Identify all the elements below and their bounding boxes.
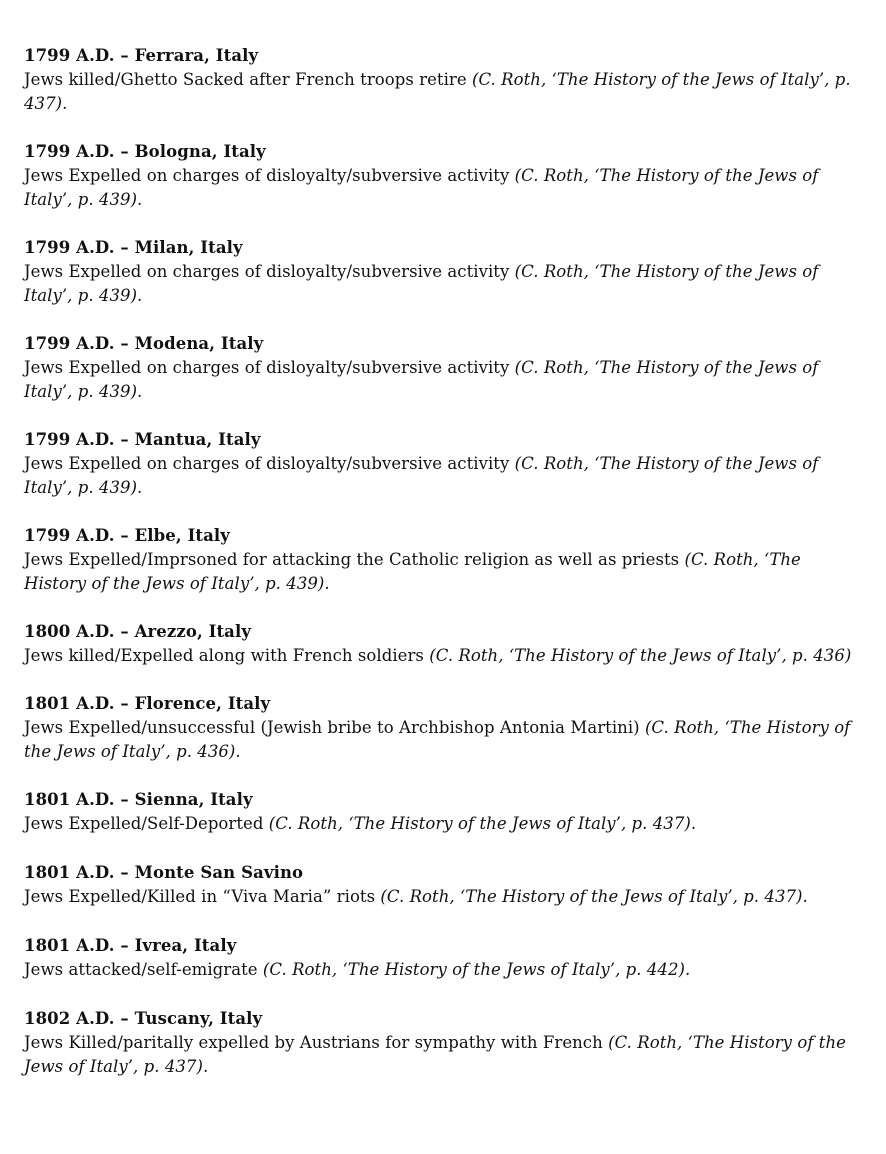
entry-milan xyxy=(24,236,854,308)
entry-heading: 1801 A.D. – Florence, Italy xyxy=(24,694,271,713)
entry-text: Jews killed/Expelled along with French soldiers xyxy=(24,646,430,665)
entry-text: Jews Expelled on charges of disloyalty/subversive activity xyxy=(24,262,515,281)
entry-body xyxy=(24,68,854,116)
entry-heading: 1799 A.D. – Ferrara, Italy xyxy=(24,46,259,65)
entry-citation: (C. Roth, ‘The History of the Jews of Italy’, p. 437). xyxy=(24,70,851,113)
entry-citation: (C. Roth, ‘The History of the Jews of Italy’, p. 439). xyxy=(24,166,819,209)
entry-florence xyxy=(24,692,854,764)
entry-citation: (C. Roth, ‘The History of the Jews of Italy’, p. 436). xyxy=(24,718,851,761)
entry-citation: (C. Roth, ‘The History of the Jews of Italy’, p. 439). xyxy=(24,262,819,305)
entry-elbe xyxy=(24,524,854,596)
entry-text: Jews Expelled/unsuccessful (Jewish bribe to Archbishop Antonia Martini) xyxy=(24,718,645,737)
entry-text: Jews Expelled/Imprsoned for attacking the Catholic religion as well as priests xyxy=(24,550,685,569)
entry-heading: 1801 A.D. – Sienna, Italy xyxy=(24,790,253,809)
entry-body xyxy=(24,644,854,668)
entry-monte-san-savino xyxy=(24,861,854,909)
entry-body xyxy=(24,452,854,500)
entry-text: Jews attacked/self-emigrate xyxy=(24,960,263,979)
entry-body xyxy=(24,356,854,404)
entry-citation: (C. Roth, ‘The History of the Jews of Italy’, p. 436) xyxy=(429,646,852,665)
entry-text: Jews Expelled/Killed in “Viva Maria” riots xyxy=(24,887,381,906)
entry-heading: 1801 A.D. – Ivrea, Italy xyxy=(24,936,237,955)
entry-modena xyxy=(24,332,854,404)
entry-text: Jews Expelled/Self-Deported xyxy=(24,814,269,833)
entry-heading: 1801 A.D. – Monte San Savino xyxy=(24,863,304,882)
entry-body xyxy=(24,164,854,212)
entry-citation: (C. Roth, ‘The History of the Jews of Italy’, p. 439). xyxy=(24,550,801,593)
entry-mantua xyxy=(24,428,854,500)
entry-body xyxy=(24,548,854,596)
entry-body xyxy=(24,812,854,836)
entry-body xyxy=(24,885,854,909)
entry-citation: (C. Roth, ‘The History of the Jews of Italy’, p. 439). xyxy=(24,454,819,497)
entry-body xyxy=(24,958,854,982)
entry-heading: 1802 A.D. – Tuscany, Italy xyxy=(24,1009,263,1028)
entry-heading: 1799 A.D. – Modena, Italy xyxy=(24,334,264,353)
entry-text: Jews Expelled on charges of disloyalty/subversive activity xyxy=(24,166,515,185)
entry-body xyxy=(24,260,854,308)
entry-heading: 1799 A.D. – Bologna, Italy xyxy=(24,142,266,161)
entry-tuscany xyxy=(24,1007,854,1079)
entry-citation: (C. Roth, ‘The History of the Jews of Italy’, p. 437). xyxy=(380,887,808,906)
entry-heading: 1800 A.D. – Arezzo, Italy xyxy=(24,622,252,641)
entry-heading: 1799 A.D. – Mantua, Italy xyxy=(24,430,261,449)
entry-citation: (C. Roth, ‘The History of the Jews of Italy’, p. 442). xyxy=(262,960,691,979)
entry-text: Jews Expelled on charges of disloyalty/subversive activity xyxy=(24,358,515,377)
entries-list xyxy=(24,44,854,1103)
entry-citation: (C. Roth, ‘The History of the Jews of Italy’, p. 437). xyxy=(24,1033,846,1076)
entry-heading: 1799 A.D. – Elbe, Italy xyxy=(24,526,230,545)
entry-ivrea xyxy=(24,934,854,982)
entry-heading: 1799 A.D. – Milan, Italy xyxy=(24,238,243,257)
entry-citation: (C. Roth, ‘The History of the Jews of Italy’, p. 437). xyxy=(268,814,697,833)
entry-text: Jews Killed/paritally expelled by Austrians for sympathy with French xyxy=(24,1033,609,1052)
entry-sienna xyxy=(24,788,854,836)
entry-arezzo xyxy=(24,620,854,668)
entry-body xyxy=(24,716,854,764)
entry-citation: (C. Roth, ‘The History of the Jews of Italy’, p. 439). xyxy=(24,358,819,401)
entry-text: Jews Expelled on charges of disloyalty/subversive activity xyxy=(24,454,515,473)
entry-bologna xyxy=(24,140,854,212)
entry-text: Jews killed/Ghetto Sacked after French troops retire xyxy=(24,70,472,89)
entry-body xyxy=(24,1031,854,1079)
entry-ferrara xyxy=(24,44,854,116)
